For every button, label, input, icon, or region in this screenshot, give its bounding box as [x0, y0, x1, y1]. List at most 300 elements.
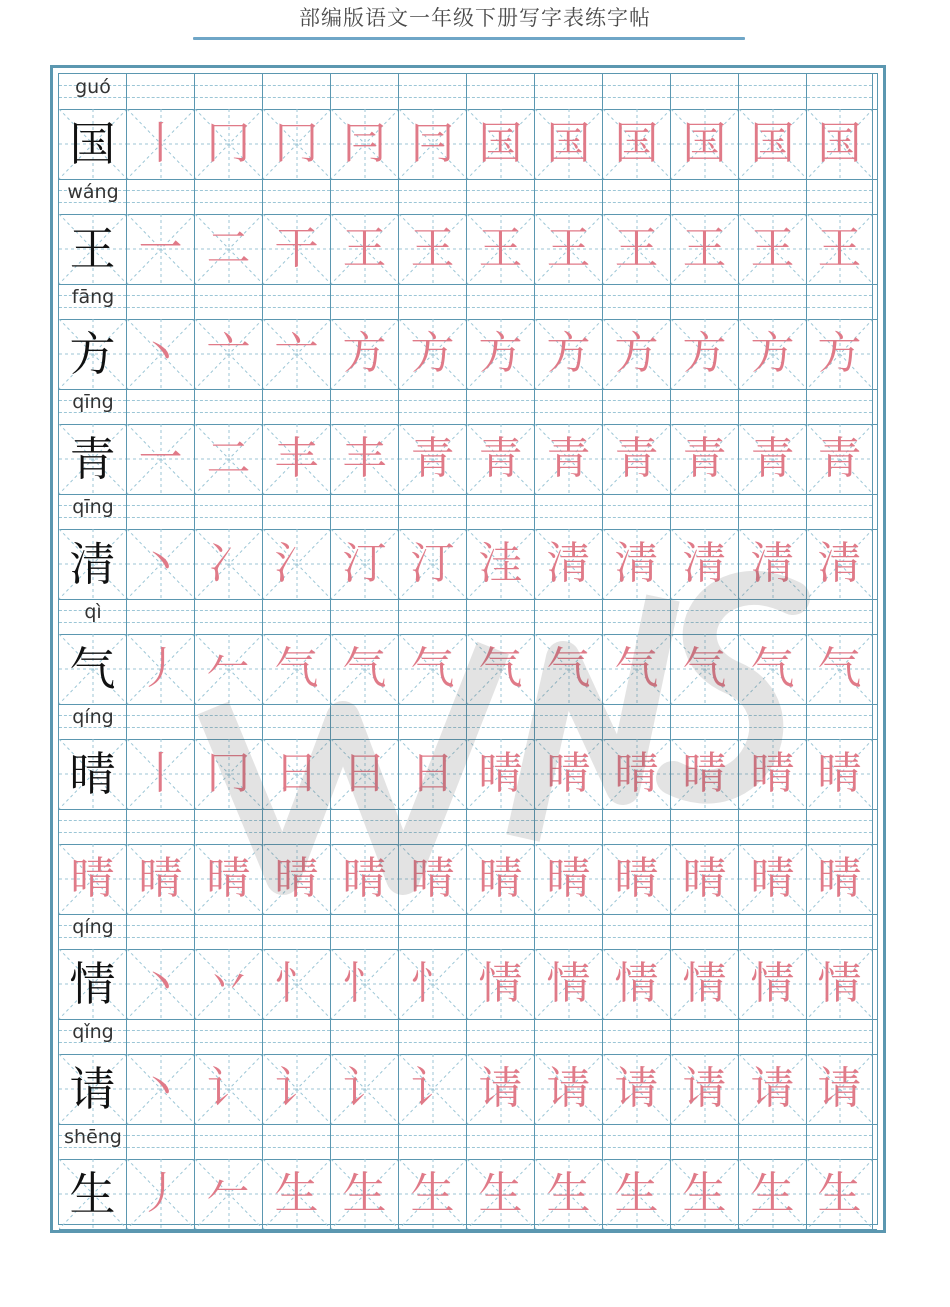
pinyin-cell [671, 494, 739, 529]
pinyin-cell [127, 704, 195, 739]
tracing-box[interactable] [331, 424, 399, 494]
pinyin-cell [603, 914, 671, 949]
tracing-box[interactable] [467, 1054, 535, 1124]
pinyin-band [59, 1019, 877, 1055]
stroke-step-character: 讠 [274, 1063, 319, 1114]
stroke-step-character: 丷 [206, 958, 251, 1009]
tracing-box[interactable] [127, 634, 195, 704]
model-character: 气 [69, 642, 116, 696]
tracing-box[interactable] [603, 949, 671, 1019]
tracing-box[interactable] [399, 634, 467, 704]
tracing-box[interactable] [127, 844, 195, 914]
stroke-step-character: 王 [410, 223, 455, 274]
character-band [59, 529, 877, 600]
tracing-box[interactable] [739, 949, 807, 1019]
tracing-box[interactable] [671, 424, 739, 494]
tracing-box[interactable] [331, 529, 399, 599]
stroke-step-character: 丶 [138, 538, 183, 589]
stroke-step-character: 请 [682, 1063, 727, 1114]
tracing-box[interactable] [535, 319, 603, 389]
stroke-step-character: 晴 [682, 853, 727, 904]
tracing-box[interactable] [399, 739, 467, 809]
tracing-box[interactable] [263, 739, 331, 809]
pinyin-label: fāng [71, 286, 115, 308]
pinyin-cell [467, 74, 535, 109]
stroke-step-character: 丨 [138, 118, 183, 169]
stroke-step-character: 王 [342, 223, 387, 274]
stroke-step-character: 方 [614, 328, 659, 379]
model-character: 生 [69, 1167, 116, 1221]
tracing-box[interactable] [331, 319, 399, 389]
tracing-box[interactable] [127, 1054, 195, 1124]
pinyin-cell [807, 284, 873, 319]
pinyin-cell [807, 1019, 873, 1054]
stroke-step-character: 讠 [206, 1063, 251, 1114]
tracing-box[interactable] [127, 214, 195, 284]
tracing-box[interactable] [399, 424, 467, 494]
tracing-box[interactable] [331, 214, 399, 284]
stroke-step-character: 冫 [206, 538, 251, 589]
pinyin-cell [807, 389, 873, 424]
stroke-step-character: 冃 [410, 118, 455, 169]
pinyin-cell [331, 494, 399, 529]
tracing-box[interactable] [263, 529, 331, 599]
stroke-step-character: 王 [817, 223, 862, 274]
tracing-box[interactable] [195, 739, 263, 809]
stroke-step-character: 清 [817, 538, 862, 589]
tracing-box[interactable] [603, 844, 671, 914]
pinyin-cell [263, 599, 331, 634]
pinyin-cell [399, 284, 467, 319]
stroke-step-character: 气 [817, 643, 862, 694]
pinyin-cell [535, 599, 603, 634]
pinyin-band [59, 179, 877, 215]
pinyin-cell [535, 704, 603, 739]
tracing-box[interactable] [399, 949, 467, 1019]
stroke-step-character: 二 [206, 433, 251, 484]
pinyin-band [59, 704, 877, 740]
tracing-box[interactable] [807, 844, 873, 914]
tracing-box[interactable] [807, 634, 873, 704]
tracing-box[interactable] [671, 949, 739, 1019]
tracing-box[interactable] [127, 319, 195, 389]
pinyin-cell [671, 1124, 739, 1159]
pinyin-cell [127, 179, 195, 214]
pinyin-cell [127, 389, 195, 424]
tracing-box[interactable] [467, 844, 535, 914]
tracing-box[interactable] [603, 319, 671, 389]
pinyin-cell [807, 704, 873, 739]
pinyin-cell [331, 74, 399, 109]
tracing-box[interactable] [739, 844, 807, 914]
pinyin-cell [195, 914, 263, 949]
stroke-step-character: 清 [546, 538, 591, 589]
tracing-box[interactable] [467, 949, 535, 1019]
tracing-box[interactable] [535, 634, 603, 704]
tracing-box[interactable] [331, 1159, 399, 1229]
pinyin-cell [467, 1124, 535, 1159]
tracing-box[interactable] [195, 214, 263, 284]
pinyin-cell [671, 809, 739, 844]
stroke-step-character: 生 [410, 1168, 455, 1219]
pinyin-cell [127, 1124, 195, 1159]
pinyin-cell [603, 809, 671, 844]
stroke-step-character: 方 [478, 328, 523, 379]
pinyin-cell [127, 809, 195, 844]
tracing-box[interactable] [807, 739, 873, 809]
tracing-box[interactable] [263, 1159, 331, 1229]
pinyin-cell [807, 599, 873, 634]
stroke-step-character: 生 [342, 1168, 387, 1219]
tracing-box[interactable] [671, 844, 739, 914]
model-character-box [59, 949, 127, 1019]
stroke-step-character: 王 [682, 223, 727, 274]
stroke-step-character: 气 [342, 643, 387, 694]
character-band [59, 844, 877, 915]
pinyin-cell [467, 704, 535, 739]
tracing-box[interactable] [331, 844, 399, 914]
stroke-step-character: 请 [478, 1063, 523, 1114]
tracing-box[interactable] [263, 844, 331, 914]
tracing-box[interactable] [671, 529, 739, 599]
pinyin-cell [671, 1019, 739, 1054]
pinyin-cell [195, 704, 263, 739]
model-character: 清 [69, 537, 116, 591]
tracing-box[interactable] [331, 1054, 399, 1124]
pinyin-cell [535, 1019, 603, 1054]
stroke-step-character: 青 [410, 433, 455, 484]
tracing-box[interactable] [807, 214, 873, 284]
pinyin-cell [739, 1019, 807, 1054]
stroke-step-character: 王 [546, 223, 591, 274]
tracing-box[interactable] [603, 739, 671, 809]
pinyin-cell [603, 389, 671, 424]
stroke-step-character: 情 [750, 958, 795, 1009]
pinyin-cell [263, 1124, 331, 1159]
stroke-step-character: 晴 [410, 853, 455, 904]
stroke-step-character: 情 [614, 958, 659, 1009]
tracing-box[interactable] [263, 424, 331, 494]
tracing-box[interactable] [671, 739, 739, 809]
tracing-box[interactable] [671, 109, 739, 179]
tracing-box[interactable] [467, 109, 535, 179]
stroke-step-character: 汀 [342, 538, 387, 589]
pinyin-cell [263, 179, 331, 214]
tracing-box[interactable] [603, 424, 671, 494]
pinyin-cell [195, 1019, 263, 1054]
pinyin-cell [807, 179, 873, 214]
pinyin-cell [399, 599, 467, 634]
stroke-step-character: 青 [614, 433, 659, 484]
practice-row [59, 599, 877, 704]
pinyin-label: qīng [72, 391, 114, 413]
pinyin-cell [399, 179, 467, 214]
pinyin-cell [195, 599, 263, 634]
stroke-step-character: 晴 [750, 853, 795, 904]
tracing-box[interactable] [603, 109, 671, 179]
character-band [59, 424, 877, 495]
stroke-step-character: 晴 [138, 853, 183, 904]
stroke-step-character: 青 [546, 433, 591, 484]
tracing-box[interactable] [263, 634, 331, 704]
tracing-box[interactable] [195, 109, 263, 179]
tracing-box[interactable] [603, 1054, 671, 1124]
tracing-box[interactable] [467, 1159, 535, 1229]
stroke-step-character: 晴 [614, 853, 659, 904]
practice-row [59, 389, 877, 494]
stroke-step-character: 气 [682, 643, 727, 694]
model-character-box [59, 319, 127, 389]
pinyin-cell [263, 914, 331, 949]
stroke-step-character: 王 [478, 223, 523, 274]
tracing-box[interactable] [739, 1054, 807, 1124]
tracing-box[interactable] [399, 844, 467, 914]
tracing-box[interactable] [535, 1159, 603, 1229]
tracing-box[interactable] [127, 109, 195, 179]
pinyin-cell [739, 914, 807, 949]
tracing-box[interactable] [399, 214, 467, 284]
pinyin-cell [603, 74, 671, 109]
pinyin-cell [603, 494, 671, 529]
stroke-step-character: 亠 [206, 328, 251, 379]
stroke-step-character: 晴 [817, 853, 862, 904]
pinyin-cell [739, 809, 807, 844]
pinyin-cell [739, 389, 807, 424]
pinyin-cell [739, 1124, 807, 1159]
tracing-box[interactable] [807, 529, 873, 599]
tracing-box[interactable] [535, 109, 603, 179]
stroke-step-character: 冂 [206, 118, 251, 169]
stroke-step-character: 请 [614, 1063, 659, 1114]
tracing-box[interactable] [535, 214, 603, 284]
character-band [59, 1054, 877, 1125]
tracing-box[interactable] [739, 424, 807, 494]
tracing-box[interactable] [195, 1054, 263, 1124]
tracing-box[interactable] [127, 739, 195, 809]
stroke-step-character: 气 [274, 643, 319, 694]
stroke-step-character: 丿 [138, 1168, 183, 1219]
pinyin-label: qíng [72, 706, 114, 728]
tracing-box[interactable] [603, 529, 671, 599]
tracing-box[interactable] [739, 1159, 807, 1229]
stroke-step-character: 一 [138, 223, 183, 274]
pinyin-cell [739, 599, 807, 634]
pinyin-cell [195, 179, 263, 214]
character-band [59, 1159, 877, 1230]
pinyin-cell [399, 914, 467, 949]
stroke-step-character: 忄 [342, 958, 387, 1009]
tracing-box[interactable] [671, 214, 739, 284]
pinyin-cell [467, 389, 535, 424]
tracing-box[interactable] [671, 1159, 739, 1229]
pinyin-cell [535, 494, 603, 529]
tracing-box[interactable] [467, 319, 535, 389]
tracing-box[interactable] [263, 109, 331, 179]
pinyin-cell [671, 389, 739, 424]
tracing-box[interactable] [399, 529, 467, 599]
tracing-box[interactable] [807, 424, 873, 494]
stroke-step-character: 丶 [138, 1063, 183, 1114]
pinyin-cell [263, 704, 331, 739]
stroke-step-character: 生 [750, 1168, 795, 1219]
tracing-box[interactable] [467, 739, 535, 809]
tracing-box[interactable] [603, 634, 671, 704]
tracing-box[interactable] [331, 949, 399, 1019]
tracing-box[interactable] [739, 739, 807, 809]
stroke-step-character: 气 [410, 643, 455, 694]
pinyin-cell [739, 74, 807, 109]
tracing-box[interactable] [467, 634, 535, 704]
stroke-step-character: 生 [478, 1168, 523, 1219]
tracing-box[interactable] [195, 949, 263, 1019]
tracing-box[interactable] [671, 634, 739, 704]
pinyin-cell [807, 1124, 873, 1159]
pinyin-cell [195, 284, 263, 319]
stroke-step-character: 忄 [274, 958, 319, 1009]
practice-sheet [50, 65, 886, 1233]
pinyin-cell [263, 74, 331, 109]
tracing-box[interactable] [195, 424, 263, 494]
tracing-box[interactable] [263, 949, 331, 1019]
tracing-box[interactable] [195, 529, 263, 599]
tracing-box[interactable] [807, 319, 873, 389]
tracing-box[interactable] [535, 529, 603, 599]
model-character: 情 [69, 957, 116, 1011]
tracing-box[interactable] [127, 424, 195, 494]
pinyin-band [59, 284, 877, 320]
pinyin-cell [535, 179, 603, 214]
stroke-step-character: 清 [682, 538, 727, 589]
pinyin-cell [195, 74, 263, 109]
stroke-step-character: 王 [750, 223, 795, 274]
tracing-box[interactable] [739, 109, 807, 179]
tracing-box[interactable] [195, 319, 263, 389]
tracing-box[interactable] [739, 529, 807, 599]
stroke-step-character: 清 [614, 538, 659, 589]
character-band [59, 634, 877, 705]
tracing-box[interactable] [399, 1159, 467, 1229]
tracing-box[interactable] [807, 1159, 873, 1229]
stroke-step-character: 国 [546, 118, 591, 169]
stroke-step-character: 晴 [546, 748, 591, 799]
tracing-box[interactable] [127, 529, 195, 599]
pinyin-cell [399, 1019, 467, 1054]
pinyin-cell [739, 284, 807, 319]
tracing-box[interactable] [331, 634, 399, 704]
practice-row [59, 179, 877, 284]
tracing-box[interactable] [195, 634, 263, 704]
tracing-box[interactable] [263, 1054, 331, 1124]
tracing-box[interactable] [263, 214, 331, 284]
pinyin-cell [399, 494, 467, 529]
tracing-box[interactable] [467, 214, 535, 284]
tracing-box[interactable] [671, 1054, 739, 1124]
stroke-step-character: 冂 [206, 748, 251, 799]
pinyin-cell [331, 809, 399, 844]
stroke-step-character: 冂 [274, 118, 319, 169]
tracing-box[interactable] [807, 1054, 873, 1124]
model-character-box [59, 424, 127, 494]
tracing-box[interactable] [331, 739, 399, 809]
pinyin-label: qīng [72, 496, 114, 518]
tracing-box[interactable] [195, 844, 263, 914]
tracing-box[interactable] [195, 1159, 263, 1229]
stroke-step-character: 方 [410, 328, 455, 379]
stroke-step-character: 洼 [478, 538, 523, 589]
tracing-box[interactable] [535, 1054, 603, 1124]
pinyin-cell [331, 1124, 399, 1159]
pinyin-cell [127, 494, 195, 529]
pinyin-cell [331, 599, 399, 634]
pinyin-cell [739, 179, 807, 214]
tracing-box[interactable] [603, 1159, 671, 1229]
stroke-step-character: 生 [817, 1168, 862, 1219]
tracing-box[interactable] [127, 949, 195, 1019]
model-character-box [59, 739, 127, 809]
tracing-box[interactable] [467, 529, 535, 599]
tracing-box[interactable] [739, 634, 807, 704]
pinyin-cell [195, 809, 263, 844]
tracing-box[interactable] [535, 844, 603, 914]
character-band [59, 739, 877, 810]
tracing-box[interactable] [603, 214, 671, 284]
stroke-step-character: 方 [682, 328, 727, 379]
practice-row [59, 704, 877, 809]
stroke-step-character: 气 [478, 643, 523, 694]
tracing-box[interactable] [399, 1054, 467, 1124]
tracing-box[interactable] [739, 214, 807, 284]
tracing-box[interactable] [671, 319, 739, 389]
pinyin-cell [671, 599, 739, 634]
pinyin-cell [739, 704, 807, 739]
practice-row [59, 74, 877, 179]
stroke-step-character: 生 [682, 1168, 727, 1219]
stroke-step-character: 讠 [342, 1063, 387, 1114]
tracing-box[interactable] [535, 424, 603, 494]
tracing-box[interactable] [535, 949, 603, 1019]
pinyin-cell [535, 284, 603, 319]
stroke-step-character: 一 [138, 433, 183, 484]
pinyin-label: qíng [72, 916, 114, 938]
tracing-box[interactable] [331, 109, 399, 179]
stroke-step-character: 情 [478, 958, 523, 1009]
stroke-step-character: 王 [614, 223, 659, 274]
pinyin-band [59, 599, 877, 635]
stroke-step-character: 丿 [138, 643, 183, 694]
pinyin-cell [399, 74, 467, 109]
pinyin-cell [399, 389, 467, 424]
pinyin-cell [671, 284, 739, 319]
pinyin-cell [263, 284, 331, 319]
tracing-box[interactable] [739, 319, 807, 389]
tracing-box[interactable] [263, 319, 331, 389]
tracing-box[interactable] [399, 109, 467, 179]
tracing-box[interactable] [467, 424, 535, 494]
tracing-box[interactable] [127, 1159, 195, 1229]
pinyin-cell [603, 599, 671, 634]
tracing-box[interactable] [807, 109, 873, 179]
tracing-box[interactable] [535, 739, 603, 809]
stroke-step-character: 𠂉 [206, 1168, 251, 1219]
pinyin-cell [331, 389, 399, 424]
pinyin-cell [263, 494, 331, 529]
stroke-step-character: 晴 [614, 748, 659, 799]
pinyin-cell [671, 74, 739, 109]
pinyin-cell [671, 704, 739, 739]
tracing-box[interactable] [399, 319, 467, 389]
stroke-step-character: 气 [546, 643, 591, 694]
tracing-box[interactable] [807, 949, 873, 1019]
